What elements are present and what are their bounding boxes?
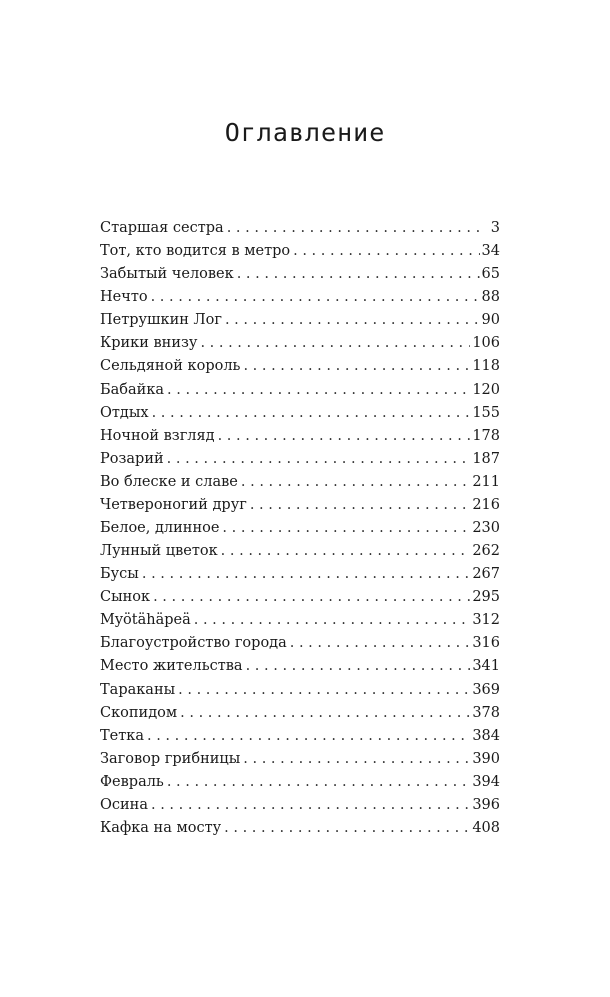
toc-entry[interactable] <box>100 540 500 563</box>
toc-page-number: 378 <box>472 704 500 721</box>
toc-page-number: 262 <box>472 543 500 560</box>
dot-leader <box>152 402 471 425</box>
toc-entry[interactable] <box>100 609 500 632</box>
dot-leader <box>241 471 470 494</box>
dot-leader <box>243 748 470 771</box>
toc-entry[interactable] <box>100 402 500 425</box>
dot-leader <box>250 494 470 517</box>
toc-entry-title: Тетка <box>100 727 144 744</box>
toc-entry-title: Крики внизу <box>100 335 198 352</box>
toc-entry-title: Отдых <box>100 404 149 421</box>
toc-entry-title: Благоустройство города <box>100 635 287 652</box>
dot-leader <box>218 425 471 448</box>
toc-entry[interactable] <box>100 725 500 748</box>
toc-entry-title: Лунный цветок <box>100 543 218 560</box>
dot-leader <box>243 355 470 378</box>
toc-entry-title: Тот, кто водится в метро <box>100 243 291 260</box>
dot-leader <box>178 679 470 702</box>
toc-entry[interactable] <box>100 771 500 794</box>
toc-page-number: 34 <box>481 243 500 260</box>
toc-entry-title: Четвероногий друг <box>100 496 247 513</box>
dot-leader <box>151 794 470 817</box>
toc-entry[interactable] <box>100 448 500 471</box>
dot-leader <box>224 817 470 840</box>
toc-page-number: 267 <box>472 566 500 583</box>
toc-entry[interactable] <box>100 240 500 263</box>
table-of-contents <box>100 217 500 840</box>
toc-page-number: 384 <box>472 727 500 744</box>
toc-entry-title: Бусы <box>100 566 139 583</box>
toc-entry[interactable] <box>100 286 500 309</box>
toc-entry-title: Тараканы <box>100 681 176 698</box>
dot-leader <box>290 632 471 655</box>
toc-entry-title: Скопидом <box>100 704 178 721</box>
toc-page-number: 211 <box>472 473 500 490</box>
toc-entry-title: Заговор грибницы <box>100 750 241 767</box>
toc-page-number: 408 <box>472 820 500 837</box>
toc-entry[interactable] <box>100 494 500 517</box>
toc-entry-title: Кафка на мосту <box>100 820 222 837</box>
toc-entry-title: Розарий <box>100 450 164 467</box>
toc-entry-title: Сынок <box>100 589 151 606</box>
toc-page-number: 396 <box>472 796 500 813</box>
toc-page-number: 369 <box>472 681 500 698</box>
toc-page-number: 90 <box>481 312 500 329</box>
toc-entry-title: Белое, длинное <box>100 520 220 537</box>
toc-entry-title: Во блеске и славе <box>100 473 238 490</box>
dot-leader <box>167 379 470 402</box>
toc-entry[interactable] <box>100 263 500 286</box>
toc-entry[interactable] <box>100 355 500 378</box>
dot-leader <box>167 448 471 471</box>
dot-leader <box>225 309 480 332</box>
toc-entry-title: Осина <box>100 796 148 813</box>
toc-entry[interactable] <box>100 748 500 771</box>
toc-entry-title: Сельдяной король <box>100 358 241 375</box>
toc-entry[interactable] <box>100 794 500 817</box>
toc-entry-title: Забытый человек <box>100 266 234 283</box>
toc-entry-title: Февраль <box>100 773 164 790</box>
toc-entry[interactable] <box>100 655 500 678</box>
toc-entry[interactable] <box>100 471 500 494</box>
dot-leader <box>227 217 484 240</box>
toc-page-number: 394 <box>472 773 500 790</box>
page-title: Оглавление <box>224 118 386 147</box>
dot-leader <box>246 655 471 678</box>
dot-leader <box>221 540 471 563</box>
toc-entry[interactable] <box>100 332 500 355</box>
toc-entry[interactable] <box>100 586 500 609</box>
toc-entry[interactable] <box>100 217 500 240</box>
toc-entry[interactable] <box>100 425 500 448</box>
dot-leader <box>180 702 470 725</box>
toc-entry[interactable] <box>100 309 500 332</box>
dot-leader <box>153 586 470 609</box>
toc-entry[interactable] <box>100 632 500 655</box>
toc-entry[interactable] <box>100 817 500 840</box>
toc-page-number: 120 <box>472 381 500 398</box>
dot-leader <box>194 609 471 632</box>
toc-entry[interactable] <box>100 702 500 725</box>
dot-leader <box>200 332 470 355</box>
toc-entry[interactable] <box>100 679 500 702</box>
toc-page-number: 3 <box>490 220 500 236</box>
toc-entry[interactable] <box>100 517 500 540</box>
toc-page-number: 230 <box>472 520 500 537</box>
toc-entry-title: Ночной взгляд <box>100 427 215 444</box>
toc-page-number: 390 <box>472 750 500 767</box>
toc-page-number: 155 <box>472 404 500 421</box>
toc-page-number: 88 <box>481 289 500 306</box>
toc-page-number: 341 <box>472 658 500 675</box>
toc-page-number: 295 <box>472 589 500 606</box>
dot-leader <box>151 286 480 309</box>
dot-leader <box>147 725 470 748</box>
toc-page-number: 106 <box>472 335 500 352</box>
toc-entry[interactable] <box>100 379 500 402</box>
toc-page-number: 316 <box>472 635 500 652</box>
toc-page-number: 118 <box>472 358 500 375</box>
dot-leader <box>237 263 480 286</box>
dot-leader <box>142 563 470 586</box>
toc-page-number: 187 <box>472 450 500 467</box>
toc-entry-title: Старшая сестра <box>100 220 224 236</box>
toc-entry-title: Бабайка <box>100 381 165 398</box>
toc-entry-title: Место жительства <box>100 658 243 675</box>
dot-leader <box>167 771 470 794</box>
toc-entry-title: Нечто <box>100 289 148 306</box>
toc-page-number: 65 <box>481 266 500 283</box>
dot-leader <box>222 517 470 540</box>
toc-page-number: 216 <box>472 496 500 513</box>
toc-entry-title: Петрушкин Лог <box>100 312 222 329</box>
toc-page-number: 312 <box>472 612 500 629</box>
dot-leader <box>293 240 479 263</box>
toc-page-number: 178 <box>472 427 500 444</box>
toc-entry[interactable] <box>100 563 500 586</box>
toc-entry-title: Myötähäpeä <box>100 612 191 629</box>
